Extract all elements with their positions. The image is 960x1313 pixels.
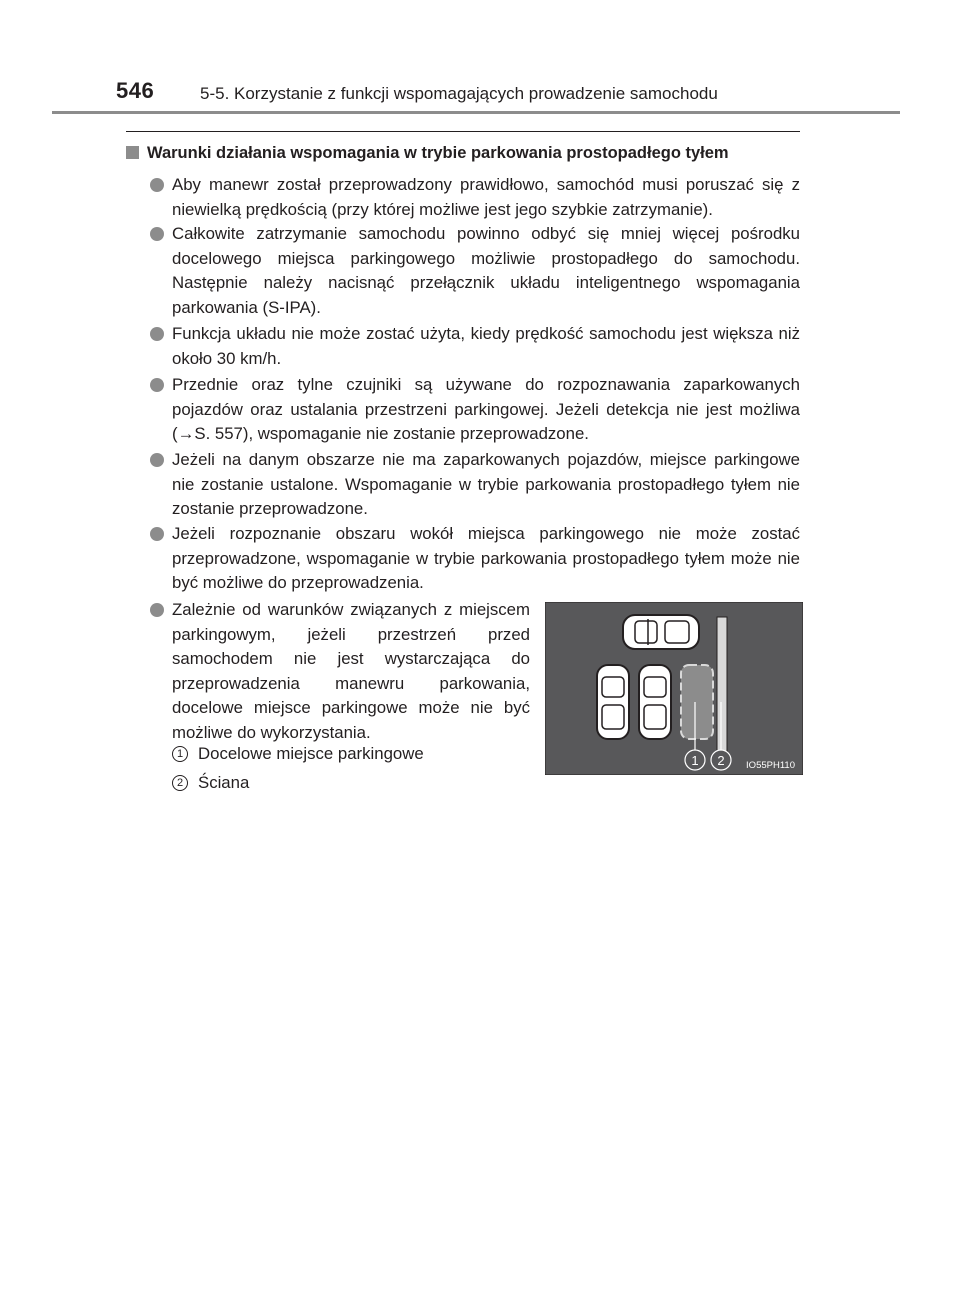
bullet-icon — [150, 178, 164, 192]
bullet-icon — [150, 527, 164, 541]
section-heading — [126, 144, 802, 163]
parking-diagram — [545, 602, 803, 775]
car-icon — [639, 665, 671, 739]
header-divider — [52, 111, 900, 114]
list-item — [150, 522, 800, 596]
list-item-text: Zależnie od warunków związanych z miejscem parkingowym, jeżeli przestrzeń przed samochodem nie jest wystarczająca do przeprowadzenia manewru parkowania, docelowe miejsce parkingowe może nie być możliwe do wykorzystania. — [172, 600, 530, 742]
callout-number: 1 — [691, 753, 699, 768]
page-header — [0, 0, 960, 120]
list-item-text: Aby manewr został przeprowadzony prawidłowo, samochód musi poruszać się z niewielką prędkością (przy której możliwe jest jego szybkie zatrzymanie). — [172, 175, 800, 219]
chapter-title: 5-5. Korzystanie z funkcji wspomagających prowadzenie samochodu — [200, 84, 718, 103]
callout-number: 2 — [717, 753, 725, 768]
list-item-text: Przednie oraz tylne czujniki są używane do rozpoznawania zaparkowanych pojazdów oraz ustalania przestrzeni parkingowej. Jeżeli detekcja nie jest możliwa (→S. 557), wspomaganie nie zostanie przeprowadzone. — [172, 375, 800, 443]
bullet-icon — [150, 603, 164, 617]
list-item — [150, 373, 800, 447]
section-divider — [126, 131, 800, 132]
list-item — [150, 598, 530, 745]
list-item-text: Funkcja układu nie może zostać użyta, kiedy prędkość samochodu jest większa niż około 30 km/h. — [172, 324, 800, 368]
callout-number-icon: 2 — [172, 775, 188, 791]
bullet-icon — [150, 327, 164, 341]
bullet-icon — [150, 453, 164, 467]
list-item-text: Jeżeli na danym obszarze nie ma zaparkowanych pojazdów, miejsce parkingowe nie zostanie ustalone. Wspomaganie w trybie parkowania prostopadłego tyłem nie zostanie przeprowadzone. — [172, 450, 800, 518]
list-item — [150, 322, 800, 371]
square-bullet-icon — [126, 146, 139, 159]
page-number: 546 — [116, 78, 155, 103]
list-item — [150, 173, 800, 222]
parking-illustration — [545, 602, 803, 775]
legend-item — [172, 744, 424, 764]
section-heading-text: Warunki działania wspomagania w trybie parkowania prostopadłego tyłem — [147, 144, 729, 162]
car-icon — [597, 665, 629, 739]
list-item — [150, 222, 800, 320]
callout-number-icon: 1 — [172, 746, 188, 762]
list-item-text: Jeżeli rozpoznanie obszaru wokół miejsca parkingowego nie może zostać przeprowadzone, wspomaganie w trybie parkowania prostopadłego tyłem może nie być możliwe do przeprowadzenia. — [172, 524, 800, 592]
bullet-icon — [150, 378, 164, 392]
legend-label: Ściana — [198, 773, 250, 792]
list-item — [150, 448, 800, 522]
figure-code: IO55PH110 — [746, 760, 795, 771]
legend-label: Docelowe miejsce parkingowe — [198, 744, 424, 763]
bullet-icon — [150, 227, 164, 241]
legend-item — [172, 773, 249, 793]
car-icon — [623, 615, 699, 649]
list-item-text: Całkowite zatrzymanie samochodu powinno odbyć się mniej więcej pośrodku docelowego miejsca parkingowego możliwie prostopadłego do samochodu. Następnie należy nacisnąć przełącznik układu inteligentnego wspomagania parkowania (S-IPA). — [172, 224, 800, 317]
wall — [717, 617, 727, 760]
target-parking-space — [681, 665, 713, 739]
